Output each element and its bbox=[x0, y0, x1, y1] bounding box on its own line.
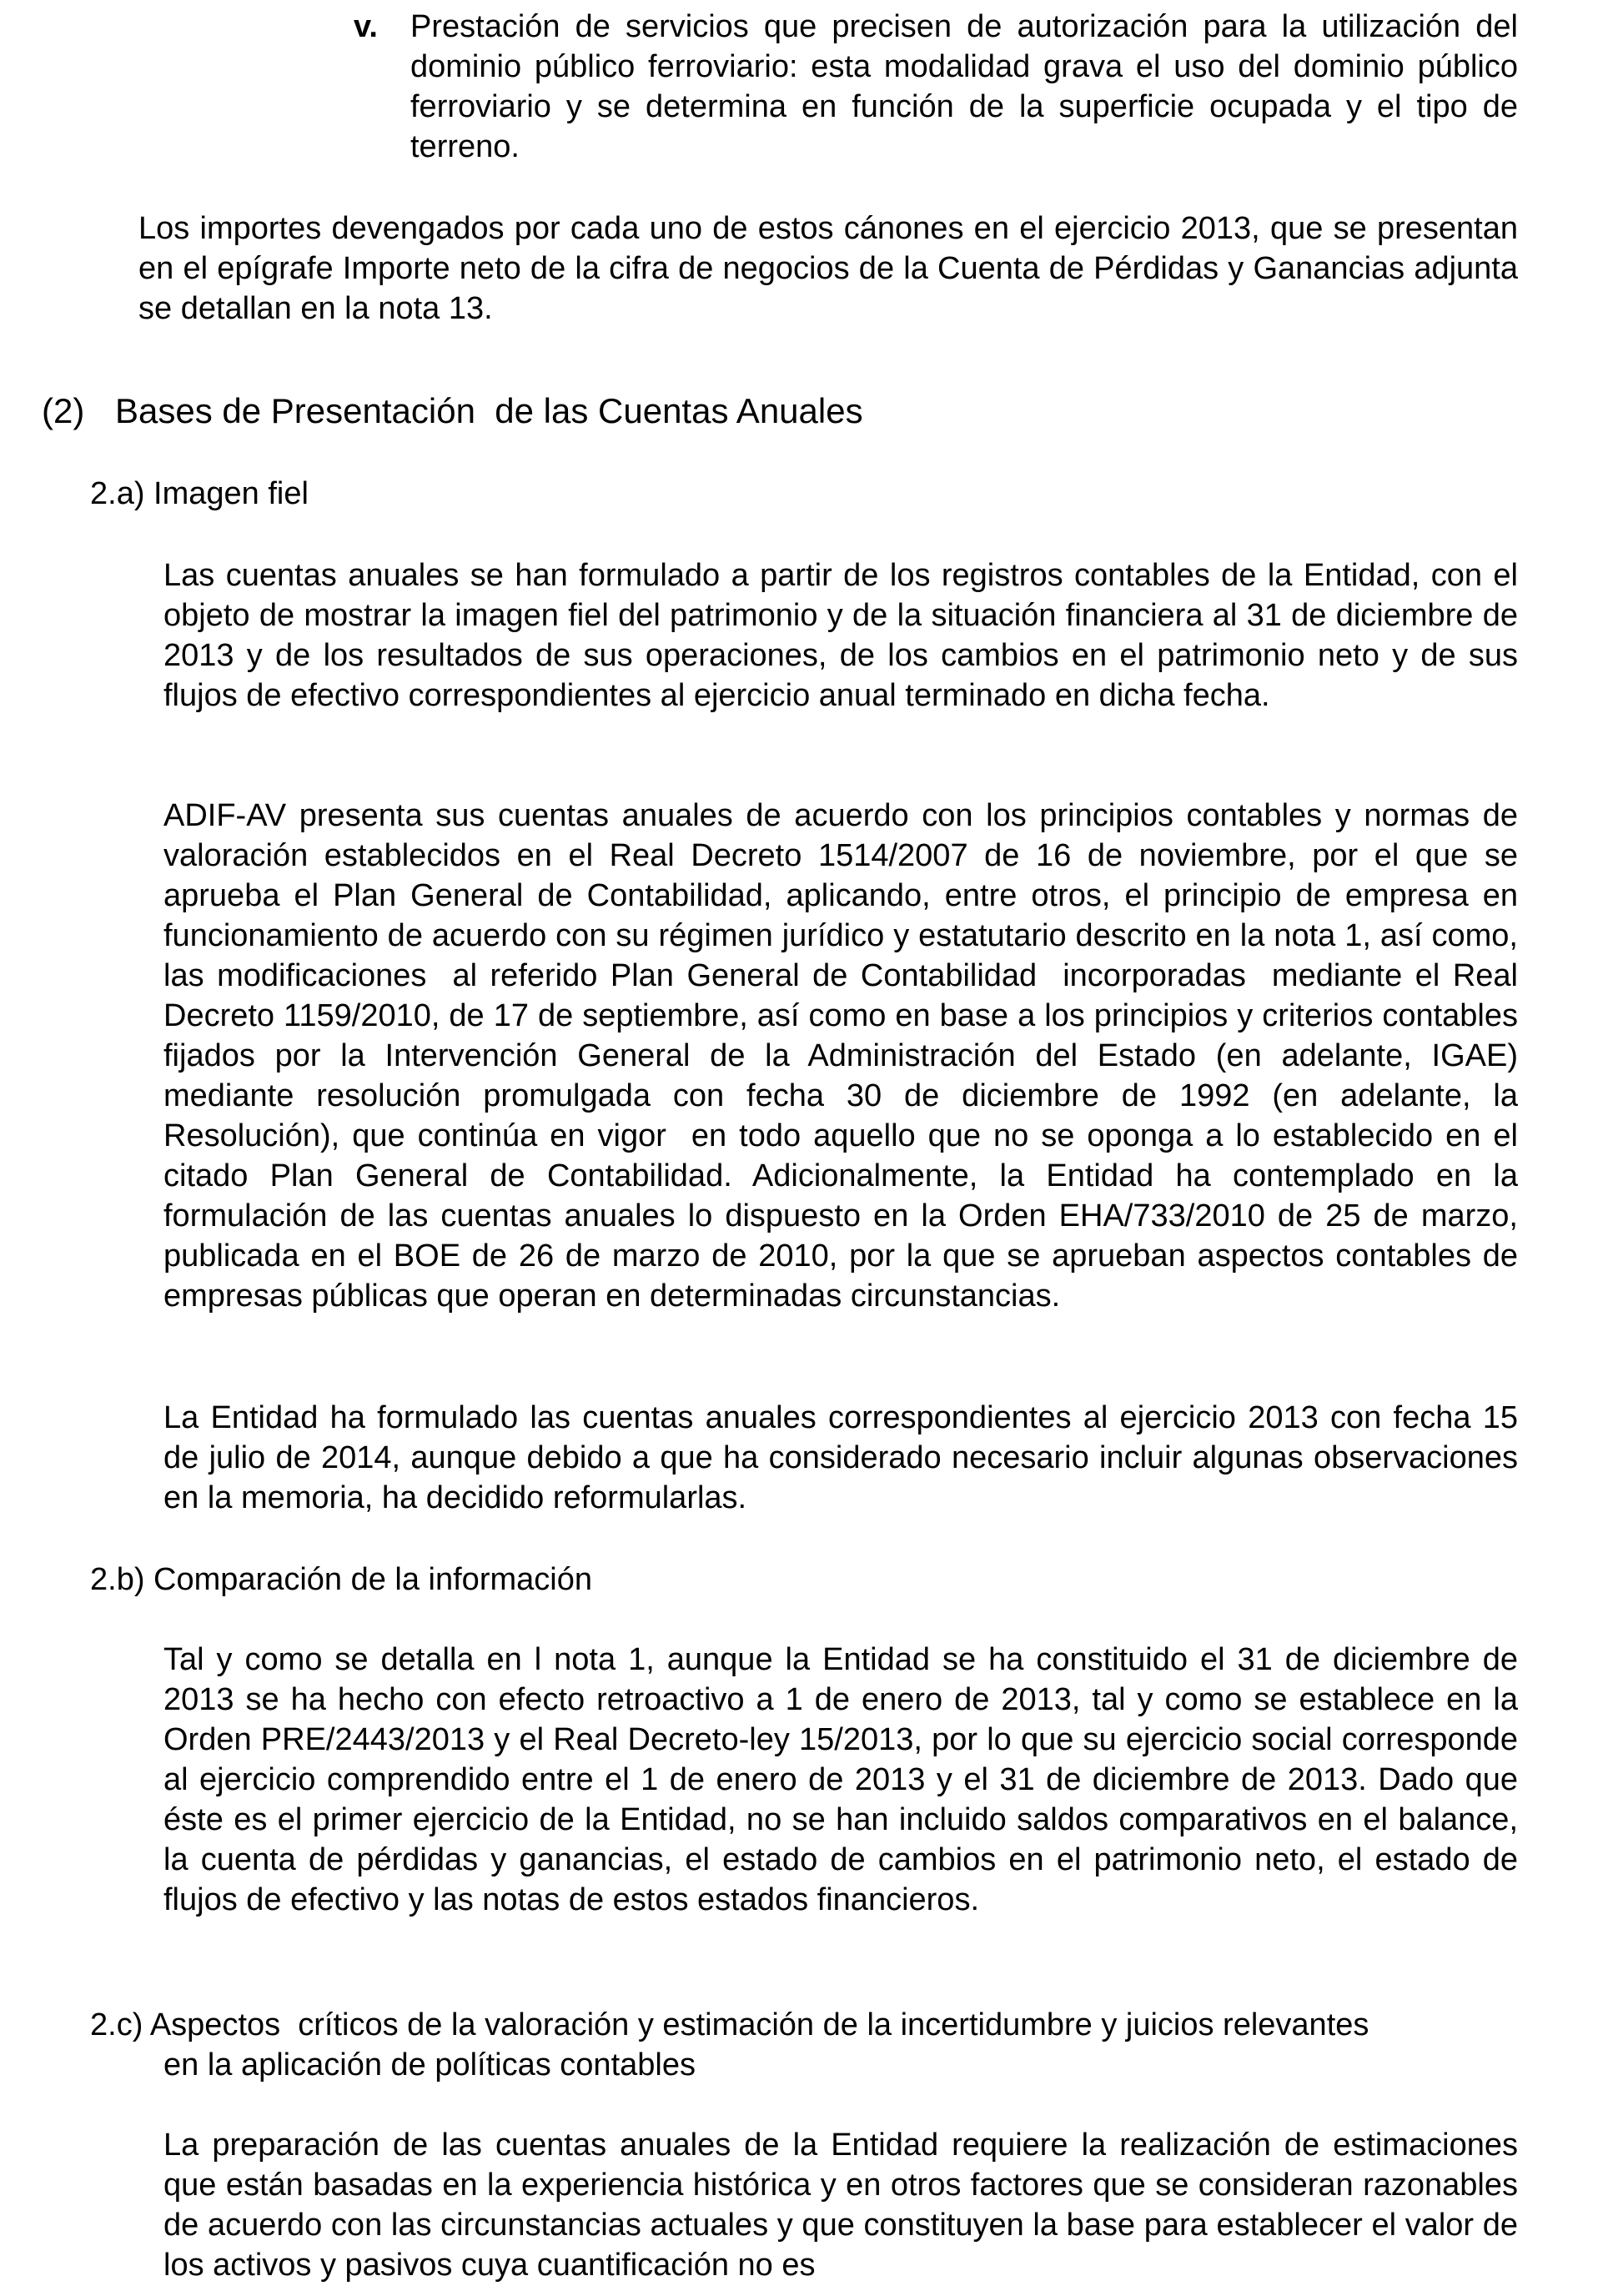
subsection-a-title: 2.a) Imagen fiel bbox=[90, 476, 309, 511]
subsection-c-paragraph-1: La preparación de las cuentas anuales de la Entidad requiere la realización de estimaciones que están basadas en la experiencia histórica y en otros factores que se consideran razonables de acuerdo con las circunstancias actuales y que constituyen la base para establecer el valor de los activos y pasivos cuya cuantificación no es bbox=[163, 2128, 1518, 2283]
intro-paragraph: Los importes devengados por cada uno de estos cánones en el ejercicio 2013, que se presentan en el epígrafe Importe neto de la cifra de negocios de la Cuenta de Pérdidas y Ganancias adjunta se detallan en la nota 13. bbox=[138, 211, 1518, 326]
subsection-b-title: 2.b) Comparación de la información bbox=[90, 1562, 592, 1597]
subsection-a-paragraph-3: La Entidad ha formulado las cuentas anuales correspondientes al ejercicio 2013 con fecha 15 de julio de 2014, aunque debido a que ha considerado necesario incluir algunas observaciones en la memoria, ha decidido reformularlas. bbox=[163, 1400, 1518, 1515]
section-number: (2) bbox=[42, 391, 85, 430]
subsection-a-paragraph-1: Las cuentas anuales se han formulado a partir de los registros contables de la Entidad, con el objeto de mostrar la imagen fiel del patrimonio y de la situación financiera al 31 de diciembre de 2013 y de los resultados de sus operaciones, de los cambios en el patrimonio neto y de sus flujos de efectivo correspondientes al ejercicio anual terminado en dicha fecha. bbox=[163, 558, 1518, 713]
section-heading bbox=[42, 389, 863, 434]
section-title: Bases de Presentación de las Cuentas Anuales bbox=[115, 391, 863, 430]
subsection-a-paragraph-2: ADIF-AV presenta sus cuentas anuales de acuerdo con los principios contables y normas de valoración establecidos en el Real Decreto 1514/2007 de 16 de noviembre, por el que se aprueba el Plan General de Contabilidad, aplicando, entre otros, el principio de empresa en funcionamiento de acuerdo con su régimen jurídico y estatutario descrito en la nota 1, así como, las modificaciones al referido Plan General de Contabilidad incorporadas mediante el Real Decreto 1159/2010, de 17 de septiembre, así como en base a los principios y criterios contables fijados por la Intervención General de la Administración del Estado (en adelante, IGAE) mediante resolución promulgada con fecha 30 de diciembre de 1992 (en adelante, la Resolución), que continúa en vigor en todo aquello que no se oponga a lo establecido en el citado Plan General de Contabilidad. Adicionalmente, la Entidad ha contemplado en la formulación de las cuentas anuales lo dispuesto en la Orden EHA/733/2010 de 25 de marzo, publicada en el BOE de 26 de marzo de 2010, por la que se aprueban aspectos contables de empresas públicas que operan en determinadas circunstancias. bbox=[163, 798, 1536, 1314]
subsection-c-title-text: Aspectos críticos de la valoración y estimación de la incertidumbre y juicios relevantes bbox=[149, 2007, 1369, 2042]
list-marker-v: v. bbox=[354, 9, 378, 44]
list-item-v-text: Prestación de servicios que precisen de autorización para la utilización del dominio público ferroviario: esta modalidad grava el uso del dominio público ferroviario y se determina en función de la superficie ocupada y el tipo de terreno. bbox=[410, 9, 1518, 164]
subsection-c-title bbox=[90, 2005, 1518, 2085]
subsection-c-title-line-1 bbox=[90, 2007, 1369, 2042]
subsection-c-title-line-2: en la aplicación de políticas contables bbox=[163, 2047, 696, 2082]
subsection-c-prefix: 2.c) bbox=[90, 2007, 143, 2042]
subsection-b-paragraph-1: Tal y como se detalla en l nota 1, aunque la Entidad se ha constituido el 31 de diciembre de 2013 se ha hecho con efecto retroactivo a 1 de enero de 2013, tal y como se establece en la Orden PRE/2443/2013 y el Real Decreto-ley 15/2013, por lo que su ejercicio social corresponde al ejercicio comprendido entre el 1 de enero de 2013 y el 31 de diciembre de 2013. Dado que éste es el primer ejercicio de la Entidad, no se han incluido saldos comparativos en el balance, la cuenta de pérdidas y ganancias, el estado de cambios en el patrimonio neto, el estado de flujos de efectivo y las notas de estos estados financieros. bbox=[163, 1642, 1518, 1917]
